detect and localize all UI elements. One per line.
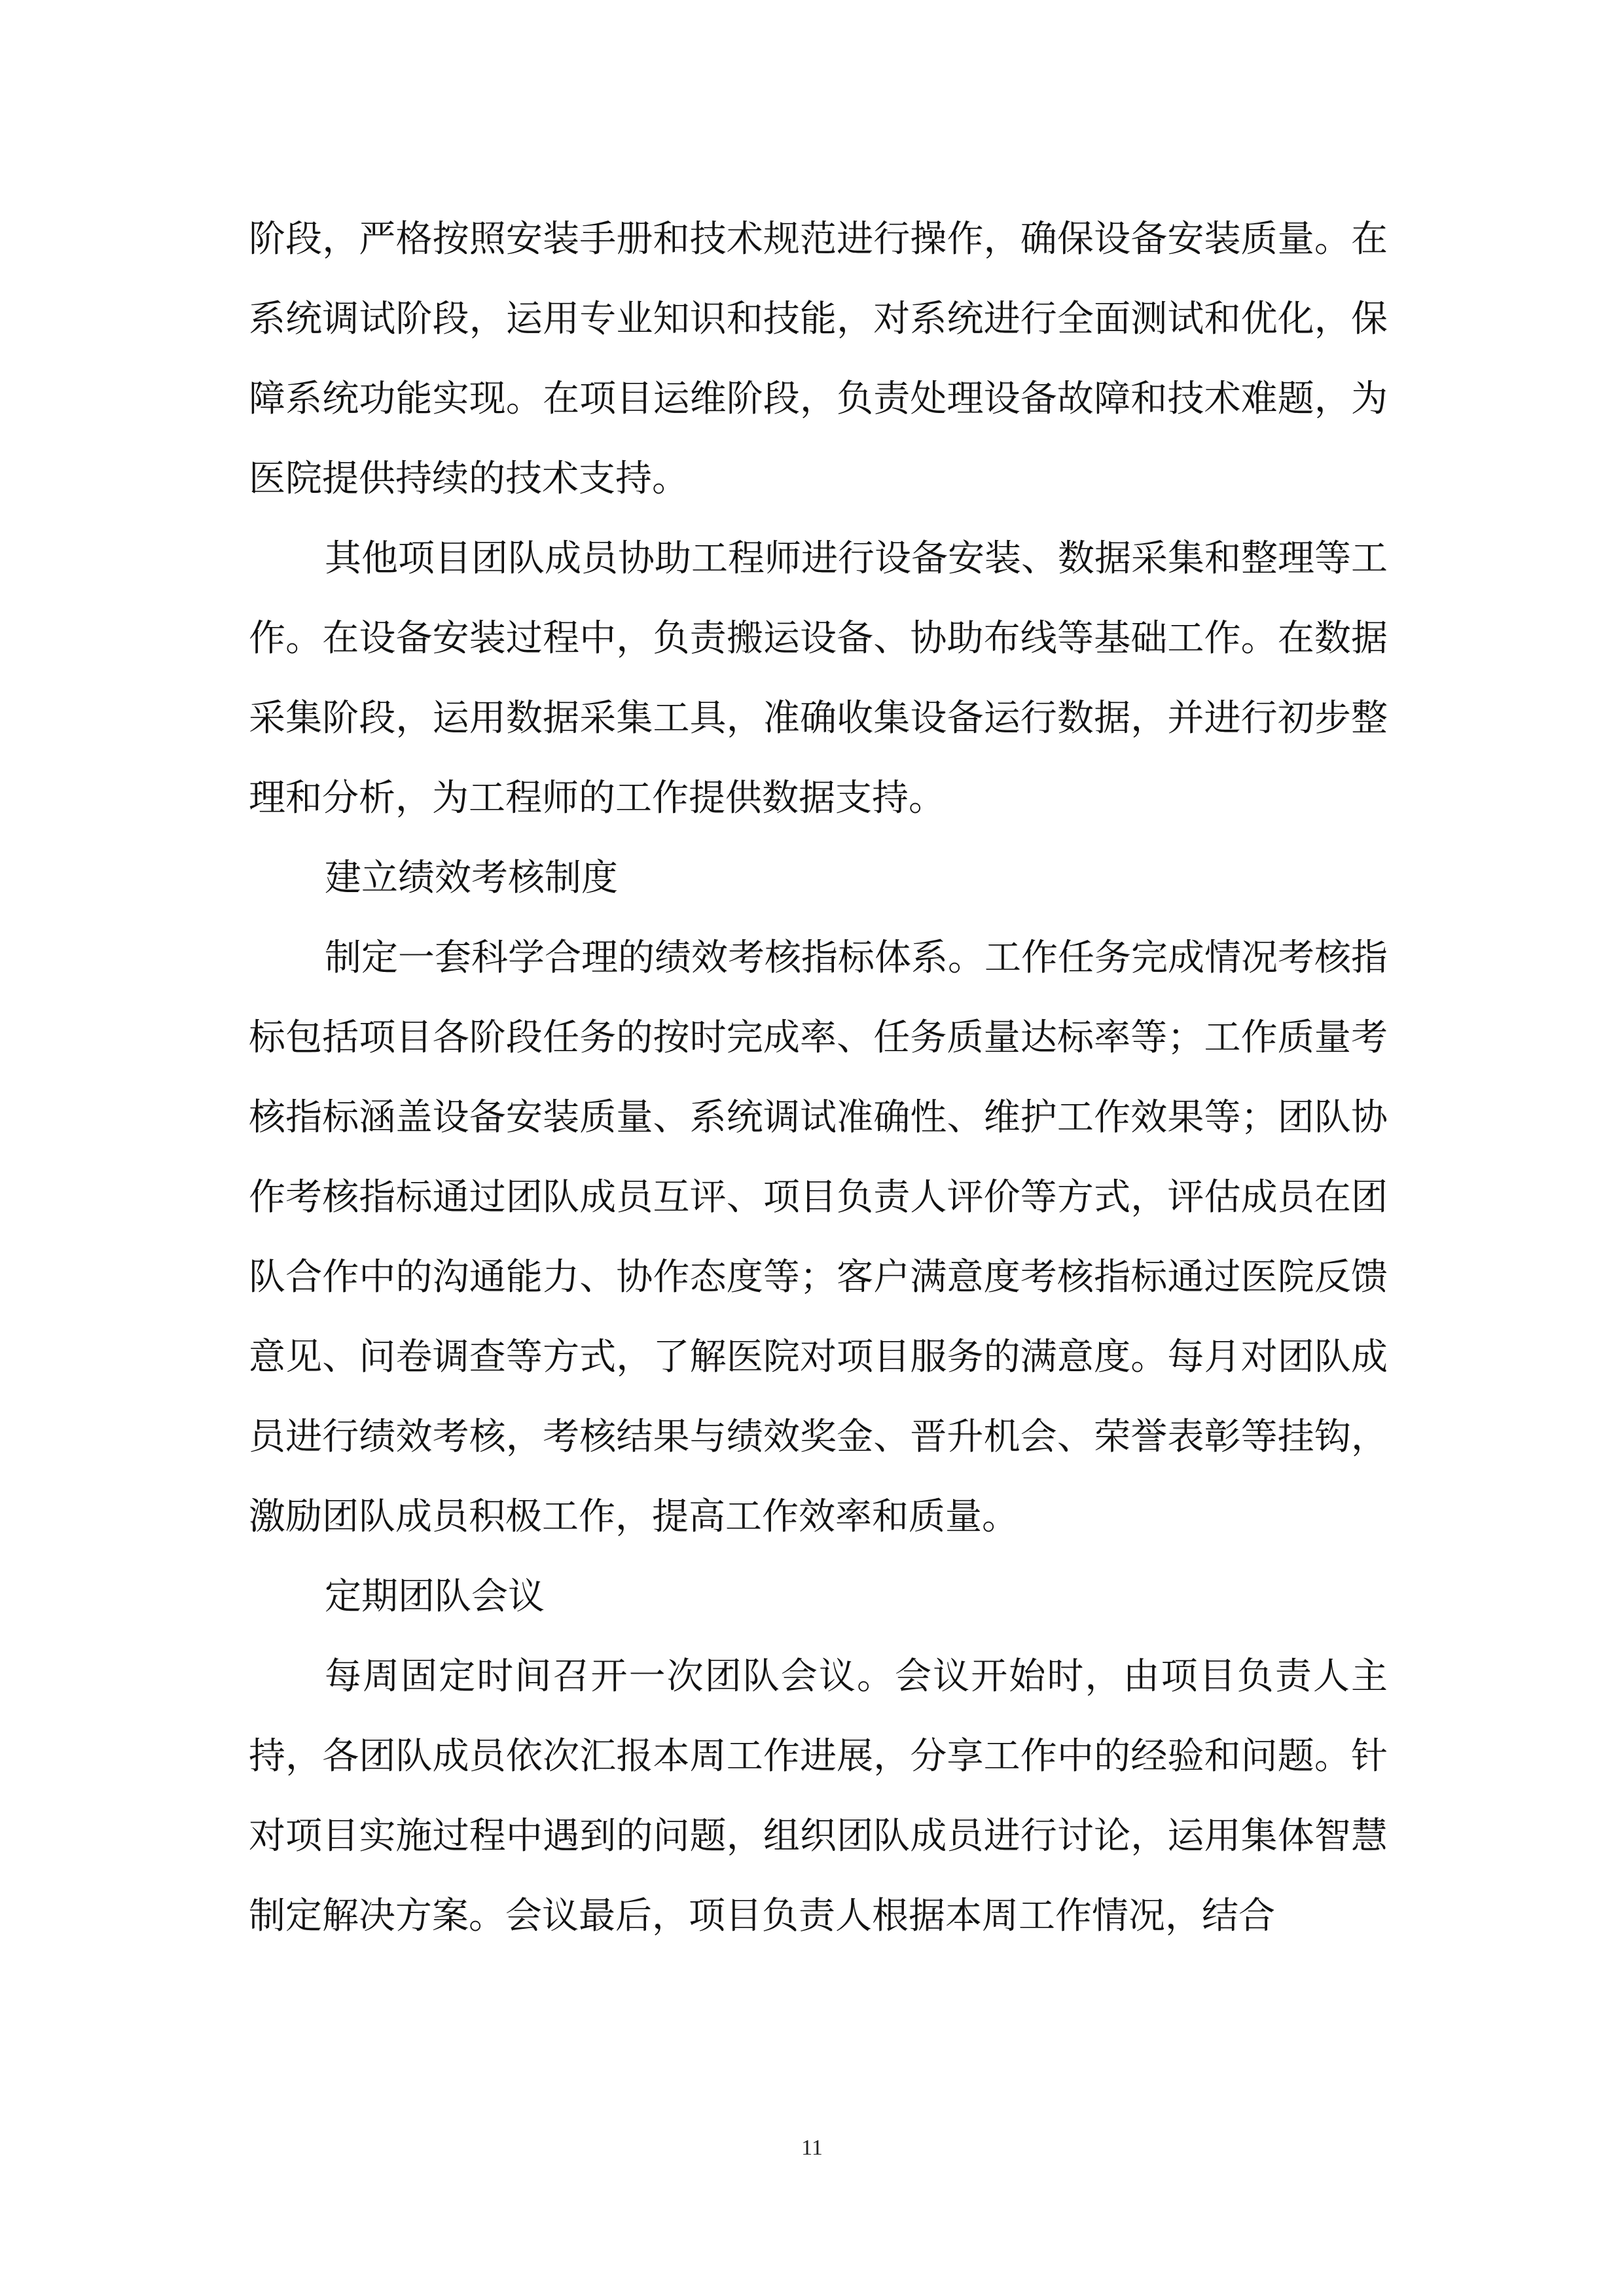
paragraph-1: 阶段，严格按照安装手册和技术规范进行操作，确保设备安装质量。在系统调试阶段，运用专业知识和技能，对系统进行全面测试和优化，保障系统功能实现。在项目运维阶段，负责处理设备故障和技术难题，为医院提供持续的技术支持。 [249,218,1388,500]
section-heading-meetings: 定期团队会议 [325,1575,545,1618]
section-heading-performance: 建立绩效考核制度 [325,857,618,899]
document-body [249,200,1388,1956]
paragraph-3: 制定一套科学合理的绩效考核指标体系。工作任务完成情况考核指标包括项目各阶段任务的按时完成率、任务质量达标率等；工作质量考核指标涵盖设备安装质量、系统调试准确性、维护工作效果等；团队协作考核指标通过团队成员互评、项目负责人评价等方式，评估成员在团队合作中的沟通能力、协作态度等；客户满意度考核指标通过医院反馈意见、问卷调查等方式，了解医院对项目服务的满意度。每月对团队成员进行绩效考核，考核结果与绩效奖金、晋升机会、荣誉表彰等挂钩，激励团队成员积极工作，提高工作效率和质量。 [249,937,1388,1538]
paragraph-2: 其他项目团队成员协助工程师进行设备安装、数据采集和整理等工作。在设备安装过程中，负责搬运设备、协助布线等基础工作。在数据采集阶段，运用数据采集工具，准确收集设备运行数据，并进行初步整理和分析，为工程师的工作提供数据支持。 [249,537,1388,819]
paragraph-4: 每周固定时间召开一次团队会议。会议开始时，由项目负责人主持，各团队成员依次汇报本周工作进展，分享工作中的经验和问题。针对项目实施过程中遇到的问题，组织团队成员进行讨论，运用集体智慧制定解决方案。会议最后，项目负责人根据本周工作情况，结合 [249,1655,1388,1937]
page-number: 11 [801,2136,823,2160]
